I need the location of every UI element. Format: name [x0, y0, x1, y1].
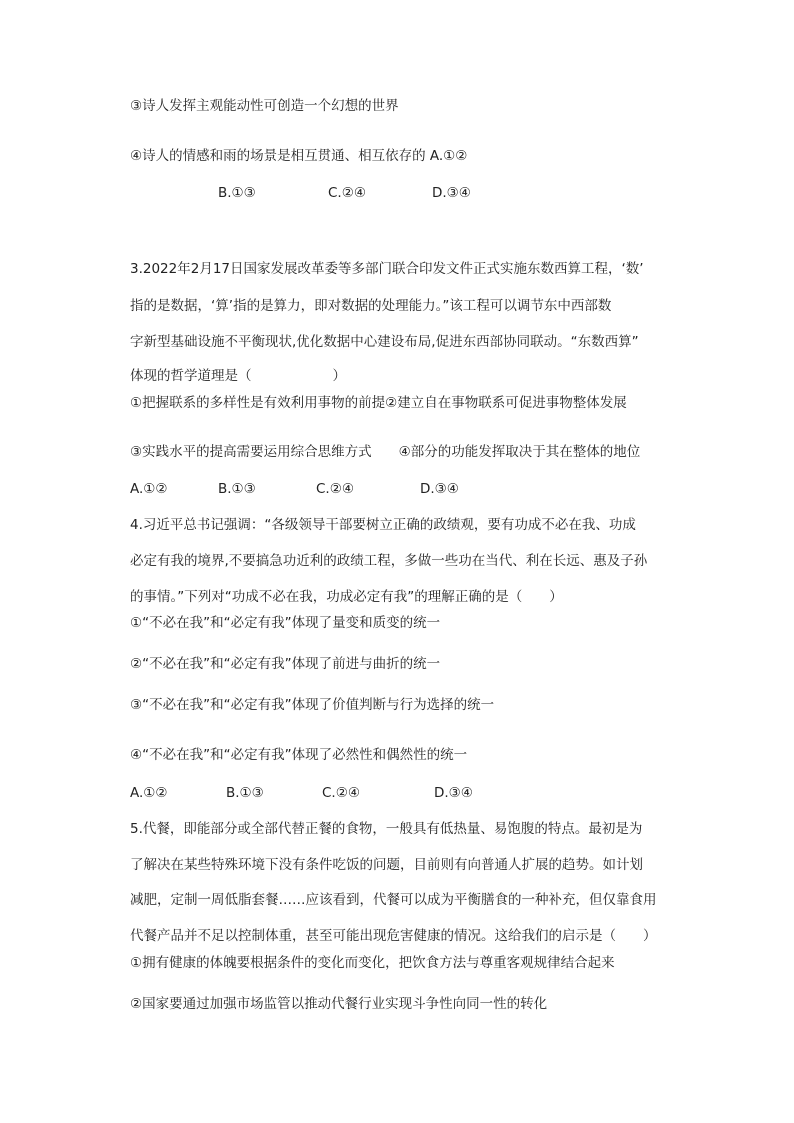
q3-statement-1-2: ①把握联系的多样性是有效利用事物的前提②建立自在事物联系可促进事物整体发展	[130, 395, 627, 411]
q4-option-d: D.③④	[434, 785, 473, 801]
q4-line-1: 4.习近平总书记强调：“各级领导干部要树立正确的政绩观，要有功成不必在我、功成	[130, 517, 636, 533]
q5-line-1: 5.代餐，即能部分或全部代替正餐的食物，一般具有低热量、易饱腹的特点。最初是为	[130, 821, 643, 837]
q4-statement-4: ④“不必在我”和“必定有我”体现了必然性和偶然性的统一	[130, 747, 468, 763]
q3-statement-3-4: ③实践水平的提高需要运用综合思维方式 ④部分的功能发挥取决于其在整体的地位	[130, 444, 641, 460]
q2-statement-3: ③诗人发挥主观能动性可创造一个幻想的世界	[130, 98, 399, 114]
q5-statement-1: ①拥有健康的体魄要根据条件的变化而变化，把饮食方法与尊重客观规律结合起来	[130, 955, 615, 971]
q3-line-3: 字新型基础设施不平衡现状,优化数据中心建设布局,促进东西部协同联动。“东数西算”	[130, 334, 639, 350]
q3-option-b: B.①③	[218, 481, 256, 497]
q4-statement-2: ②“不必在我”和“必定有我”体现了前进与曲折的统一	[130, 656, 441, 672]
q3-option-d: D.③④	[420, 481, 459, 497]
q3-line-4: 体现的哲学道理是（ ）	[130, 368, 346, 384]
q2-option-d: D.③④	[432, 185, 471, 201]
q5-line-4: 代餐产品并不足以控制体重，甚至可能出现危害健康的情况。这给我们的启示是（ ）	[130, 928, 657, 944]
q3-option-a: A.①②	[130, 481, 168, 497]
q4-option-b: B.①③	[226, 785, 264, 801]
q5-line-3: 减肥，定制一周低脂套餐……应该看到，代餐可以成为平衡膳食的一种补充，但仅靠食用	[130, 892, 657, 908]
q4-statement-3: ③“不必在我”和“必定有我”体现了价值判断与行为选择的统一	[130, 697, 495, 713]
q4-option-a: A.①②	[130, 785, 168, 801]
q5-line-2: 了解决在某些特殊环境下没有条件吃饭的问题，目前则有向普通人扩展的趋势。如计划	[130, 857, 643, 873]
q2-option-b: B.①③	[218, 185, 256, 201]
q3-option-c: C.②④	[316, 481, 354, 497]
q3-line-1: 3.2022年2月17日国家发展改革委等多部门联合印发文件正式实施东数西算工程，‘数’	[130, 261, 644, 277]
q4-option-c: C.②④	[322, 785, 360, 801]
q2-option-c: C.②④	[328, 185, 366, 201]
q4-statement-1: ①“不必在我”和“必定有我”体现了量变和质变的统一	[130, 615, 441, 631]
q4-line-3: 的事情。”下列对“功成不必在我，功成必定有我”的理解正确的是（ ）	[130, 589, 563, 605]
q2-statement-4: ④诗人的情感和雨的场景是相互贯通、相互依存的 A.①②	[130, 148, 468, 164]
q3-line-2: 指的是数据，‘算’指的是算力，即对数据的处理能力。”该工程可以调节东中西部数	[130, 298, 612, 314]
q4-line-2: 必定有我的境界,不要搞急功近利的政绩工程，多做一些功在当代、利在长远、惠及子孙	[130, 553, 648, 569]
q5-statement-2: ②国家要通过加强市场监管以推动代餐行业实现斗争性向同一性的转化	[130, 996, 548, 1012]
